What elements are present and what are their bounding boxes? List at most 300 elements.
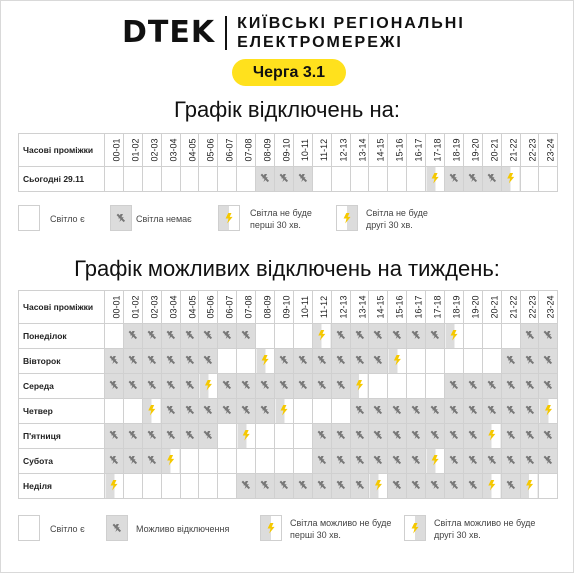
hour-cell: [407, 167, 426, 192]
hour-label: 05-06: [205, 295, 216, 319]
hour-cell: [275, 424, 294, 449]
hour-cell: [105, 167, 124, 192]
hour-cell: [369, 474, 388, 499]
hour-header: [482, 291, 501, 324]
hour-cell: [123, 167, 142, 192]
lightning-icon: [343, 213, 352, 224]
lightning-icon: [544, 405, 553, 416]
hour-cell: [312, 167, 331, 192]
hour-cell: [199, 349, 218, 374]
power-off-icon: [147, 330, 157, 340]
power-off-icon: [355, 405, 365, 415]
hour-header: [350, 134, 369, 167]
hour-cell: [275, 167, 294, 192]
hour-cell: [142, 324, 161, 349]
week-legend: [18, 515, 558, 545]
hour-cell: [463, 374, 482, 399]
power-off-icon: [241, 380, 251, 390]
power-off-icon: [317, 430, 327, 440]
hour-label: 17-18: [432, 138, 443, 162]
power-off-icon: [506, 430, 516, 440]
lightning-icon: [261, 355, 270, 366]
power-off-icon: [128, 430, 138, 440]
hour-header: [293, 291, 312, 324]
company-name-line1: КИЇВСЬКІ РЕГІОНАЛЬНІ: [237, 15, 465, 32]
power-off-icon: [392, 330, 402, 340]
power-off-icon: [222, 330, 232, 340]
power-off-icon: [430, 330, 440, 340]
week-title: Графік можливих відключень на тиждень:: [74, 256, 500, 281]
hour-cell: [123, 324, 142, 349]
hour-cell: [350, 349, 369, 374]
legend-first-label: Світла можливо не буде перші 30 хв.: [290, 518, 392, 540]
hour-cell: [199, 374, 218, 399]
legend-on-label: Світло є: [50, 214, 85, 224]
power-off-icon: [355, 455, 365, 465]
hour-header: [520, 291, 539, 324]
lightning-icon: [506, 173, 515, 184]
header-row: [19, 134, 558, 167]
lightning-icon: [242, 430, 251, 441]
power-off-icon: [317, 455, 327, 465]
hour-header: [275, 134, 294, 167]
power-off-icon: [185, 380, 195, 390]
lightning-icon: [487, 430, 496, 441]
hour-cell: [482, 474, 501, 499]
hour-cell: [123, 349, 142, 374]
hour-cell: [161, 349, 180, 374]
hour-header: [237, 291, 256, 324]
hour-cell: [445, 349, 464, 374]
power-off-icon: [487, 405, 497, 415]
hour-cell: [293, 424, 312, 449]
power-off-icon: [506, 480, 516, 490]
row-label: Понеділок: [19, 324, 105, 349]
power-off-icon: [468, 380, 478, 390]
hour-cell: [123, 399, 142, 424]
hour-header: [142, 134, 161, 167]
hour-cell: [142, 374, 161, 399]
hour-cell: [105, 324, 124, 349]
hour-cell: [482, 399, 501, 424]
power-off-icon: [336, 430, 346, 440]
brand-logo: [122, 14, 465, 52]
power-off-icon: [128, 330, 138, 340]
hour-cell: [180, 349, 199, 374]
hour-cell: [161, 449, 180, 474]
hour-cell: [501, 349, 520, 374]
power-off-icon: [543, 355, 553, 365]
hour-header: [123, 291, 142, 324]
hour-label: 18-19: [451, 295, 462, 319]
hour-cell: [105, 424, 124, 449]
table-row: [19, 474, 558, 499]
lightning-icon: [487, 480, 496, 491]
hour-cell: [482, 324, 501, 349]
hour-cell: [539, 167, 558, 192]
power-off-icon: [525, 455, 535, 465]
power-off-icon: [543, 380, 553, 390]
hour-label: 17-18: [432, 295, 443, 319]
hour-label: 06-07: [224, 138, 235, 162]
hour-cell: [199, 324, 218, 349]
legend-on-label: Світло є: [50, 524, 85, 534]
power-off-icon: [116, 213, 126, 223]
hour-header: [369, 291, 388, 324]
power-off-icon: [298, 173, 308, 183]
power-off-icon: [317, 380, 327, 390]
hour-cell: [275, 449, 294, 474]
hour-label: 18-19: [451, 138, 462, 162]
power-off-icon: [166, 405, 176, 415]
row-label: Четвер: [19, 399, 105, 424]
hour-cell: [293, 474, 312, 499]
legend-off-label: Світла немає: [136, 214, 192, 224]
hour-cell: [369, 424, 388, 449]
hour-header: [369, 134, 388, 167]
lightning-icon: [109, 480, 118, 491]
legend-second-swatch: [404, 515, 426, 541]
power-off-icon: [373, 455, 383, 465]
hour-label: 09-10: [281, 138, 292, 162]
power-off-icon: [241, 330, 251, 340]
hour-label: 12-13: [338, 295, 349, 319]
table-row: [19, 449, 558, 474]
hour-cell: [350, 474, 369, 499]
table-row: [19, 324, 558, 349]
power-off-icon: [525, 330, 535, 340]
power-off-icon: [468, 430, 478, 440]
company-name: [237, 14, 465, 52]
hour-cell: [407, 324, 426, 349]
hour-cell: [161, 167, 180, 192]
power-off-icon: [109, 380, 119, 390]
power-off-icon: [449, 480, 459, 490]
hour-cell: [180, 374, 199, 399]
hour-cell: [331, 424, 350, 449]
power-off-icon: [128, 355, 138, 365]
legend-second-label: Світла не буде другі 30 хв.: [366, 208, 428, 230]
power-off-icon: [317, 355, 327, 365]
hour-label: 07-08: [243, 295, 254, 319]
power-off-icon: [109, 455, 119, 465]
power-off-icon: [109, 355, 119, 365]
hour-cell: [237, 474, 256, 499]
power-off-icon: [241, 405, 251, 415]
power-off-icon: [449, 430, 459, 440]
power-off-icon: [355, 480, 365, 490]
hour-label: 00-01: [111, 295, 122, 319]
logo-separator: [225, 16, 227, 50]
hour-label: 19-20: [470, 138, 481, 162]
hour-cell: [331, 349, 350, 374]
power-off-icon: [279, 355, 289, 365]
hour-cell: [501, 449, 520, 474]
power-off-icon: [373, 430, 383, 440]
hour-cell: [123, 449, 142, 474]
hour-label: 03-04: [168, 295, 179, 319]
hour-cell: [312, 449, 331, 474]
hour-cell: [520, 399, 539, 424]
power-off-icon: [109, 430, 119, 440]
lightning-icon: [355, 380, 364, 391]
legend-first-label: Світла не буде перші 30 хв.: [250, 208, 312, 230]
power-off-icon: [487, 380, 497, 390]
power-off-icon: [147, 455, 157, 465]
queue-badge: Черга 3.1: [232, 59, 346, 86]
table-row: [19, 167, 558, 192]
hour-cell: [275, 474, 294, 499]
power-off-icon: [525, 430, 535, 440]
legend-off-swatch: [106, 515, 128, 541]
hour-label: 00-01: [111, 138, 122, 162]
hour-cell: [426, 167, 445, 192]
hour-cell: [539, 374, 558, 399]
today-legend: [18, 205, 558, 235]
power-off-icon: [336, 455, 346, 465]
hour-cell: [369, 374, 388, 399]
power-off-icon: [203, 430, 213, 440]
hour-cell: [407, 349, 426, 374]
hour-header: [275, 291, 294, 324]
hour-label: 09-10: [281, 295, 292, 319]
hour-header: [180, 291, 199, 324]
power-off-icon: [525, 405, 535, 415]
hour-cell: [237, 374, 256, 399]
power-off-icon: [506, 455, 516, 465]
power-off-icon: [411, 455, 421, 465]
power-off-icon: [279, 173, 289, 183]
power-off-icon: [147, 380, 157, 390]
hour-cell: [237, 449, 256, 474]
hour-label: 12-13: [338, 138, 349, 162]
power-off-icon: [411, 430, 421, 440]
hour-cell: [256, 399, 275, 424]
row-label: П'ятниця: [19, 424, 105, 449]
hour-cell: [331, 324, 350, 349]
power-off-icon: [147, 355, 157, 365]
power-off-icon: [298, 355, 308, 365]
hour-cell: [312, 324, 331, 349]
row-label: Вівторок: [19, 349, 105, 374]
hour-cell: [350, 449, 369, 474]
hour-cell: [501, 399, 520, 424]
hour-cell: [407, 424, 426, 449]
power-off-icon: [336, 330, 346, 340]
hour-cell: [388, 424, 407, 449]
hour-cell: [445, 474, 464, 499]
hour-header: [331, 291, 350, 324]
hour-cell: [520, 324, 539, 349]
hour-header: [445, 134, 464, 167]
power-off-icon: [430, 405, 440, 415]
hour-cell: [199, 167, 218, 192]
hour-header: [142, 291, 161, 324]
hour-cell: [463, 349, 482, 374]
power-off-icon: [355, 355, 365, 365]
hour-cell: [312, 474, 331, 499]
hour-header: [539, 291, 558, 324]
hour-cell: [520, 374, 539, 399]
hour-cell: [218, 167, 237, 192]
hour-cell: [161, 424, 180, 449]
hour-cell: [180, 167, 199, 192]
hour-header: [312, 134, 331, 167]
power-off-icon: [222, 380, 232, 390]
hour-header: [520, 134, 539, 167]
hour-cell: [199, 474, 218, 499]
hour-header: [256, 291, 275, 324]
header-label: Часові проміжки: [19, 291, 105, 324]
hour-header: [218, 291, 237, 324]
hour-cell: [218, 374, 237, 399]
hour-header: [218, 134, 237, 167]
hour-label: 14-15: [375, 138, 386, 162]
hour-header: [426, 134, 445, 167]
hour-header: [407, 291, 426, 324]
hour-header: [331, 134, 350, 167]
hour-header: [105, 134, 124, 167]
power-off-icon: [468, 480, 478, 490]
power-off-icon: [468, 405, 478, 415]
hour-label: 23-24: [546, 295, 556, 319]
hour-header: [161, 134, 180, 167]
hour-header: [350, 291, 369, 324]
hour-cell: [105, 349, 124, 374]
hour-label: 20-21: [489, 295, 500, 319]
hour-cell: [407, 449, 426, 474]
hour-cell: [180, 324, 199, 349]
hour-cell: [105, 449, 124, 474]
power-off-icon: [203, 330, 213, 340]
table-row: [19, 374, 558, 399]
legend-second-swatch: [336, 205, 358, 231]
power-off-icon: [449, 405, 459, 415]
hour-cell: [123, 474, 142, 499]
power-off-icon: [166, 430, 176, 440]
lightning-icon: [431, 455, 440, 466]
row-label: Середа: [19, 374, 105, 399]
hour-header: [105, 291, 124, 324]
lightning-icon: [374, 480, 383, 491]
lightning-icon: [166, 455, 175, 466]
hour-cell: [256, 349, 275, 374]
hour-cell: [312, 374, 331, 399]
hour-cell: [350, 324, 369, 349]
hour-cell: [256, 424, 275, 449]
power-off-icon: [373, 355, 383, 365]
hour-label: 16-17: [413, 138, 424, 162]
header-row: [19, 291, 558, 324]
hour-cell: [369, 399, 388, 424]
hour-cell: [275, 349, 294, 374]
today-title: Графік відключень на:: [174, 97, 400, 122]
hour-label: 22-23: [527, 295, 538, 319]
hour-cell: [331, 374, 350, 399]
hour-cell: [237, 167, 256, 192]
power-off-icon: [203, 355, 213, 365]
hour-label: 19-20: [470, 295, 481, 319]
hour-cell: [539, 474, 558, 499]
hour-cell: [218, 349, 237, 374]
hour-cell: [388, 324, 407, 349]
hour-cell: [218, 449, 237, 474]
power-off-icon: [487, 173, 497, 183]
power-off-icon: [260, 480, 270, 490]
hour-cell: [312, 399, 331, 424]
hour-cell: [463, 449, 482, 474]
hour-cell: [539, 424, 558, 449]
power-off-icon: [392, 405, 402, 415]
hour-cell: [161, 324, 180, 349]
power-off-icon: [260, 173, 270, 183]
today-schedule-table: [18, 133, 558, 192]
hour-cell: [142, 449, 161, 474]
hour-cell: [539, 399, 558, 424]
hour-label: 16-17: [413, 295, 424, 319]
hour-cell: [218, 324, 237, 349]
hour-cell: [350, 167, 369, 192]
hour-label: 04-05: [187, 138, 198, 162]
lightning-icon: [204, 380, 213, 391]
hour-cell: [105, 374, 124, 399]
hour-cell: [331, 167, 350, 192]
hour-cell: [445, 424, 464, 449]
hour-cell: [237, 324, 256, 349]
hour-cell: [105, 474, 124, 499]
hour-cell: [256, 167, 275, 192]
hour-cell: [369, 167, 388, 192]
power-off-icon: [241, 480, 251, 490]
power-off-icon: [506, 380, 516, 390]
hour-cell: [501, 474, 520, 499]
hour-cell: [482, 374, 501, 399]
hour-cell: [426, 349, 445, 374]
hour-cell: [463, 324, 482, 349]
hour-cell: [293, 349, 312, 374]
hour-label: 21-22: [508, 295, 519, 319]
hour-label: 04-05: [187, 295, 198, 319]
lightning-icon: [525, 480, 534, 491]
hour-cell: [445, 449, 464, 474]
hour-cell: [105, 399, 124, 424]
hour-label: 01-02: [130, 138, 141, 162]
hour-cell: [426, 424, 445, 449]
lightning-icon: [225, 213, 234, 224]
lightning-icon: [147, 405, 156, 416]
legend-second-label: Світла можливо не буде другі 30 хв.: [434, 518, 536, 540]
hour-cell: [482, 449, 501, 474]
hour-cell: [275, 324, 294, 349]
hour-cell: [520, 349, 539, 374]
power-off-icon: [430, 430, 440, 440]
hour-cell: [218, 424, 237, 449]
hour-cell: [293, 324, 312, 349]
legend-first-swatch: [260, 515, 282, 541]
lightning-icon: [411, 523, 420, 534]
hour-cell: [539, 449, 558, 474]
power-off-icon: [487, 455, 497, 465]
hour-cell: [218, 474, 237, 499]
hour-label: 08-09: [262, 138, 273, 162]
hour-cell: [388, 474, 407, 499]
hour-cell: [142, 474, 161, 499]
hour-cell: [463, 167, 482, 192]
hour-cell: [293, 374, 312, 399]
hour-cell: [388, 399, 407, 424]
hour-cell: [180, 424, 199, 449]
power-off-icon: [185, 430, 195, 440]
